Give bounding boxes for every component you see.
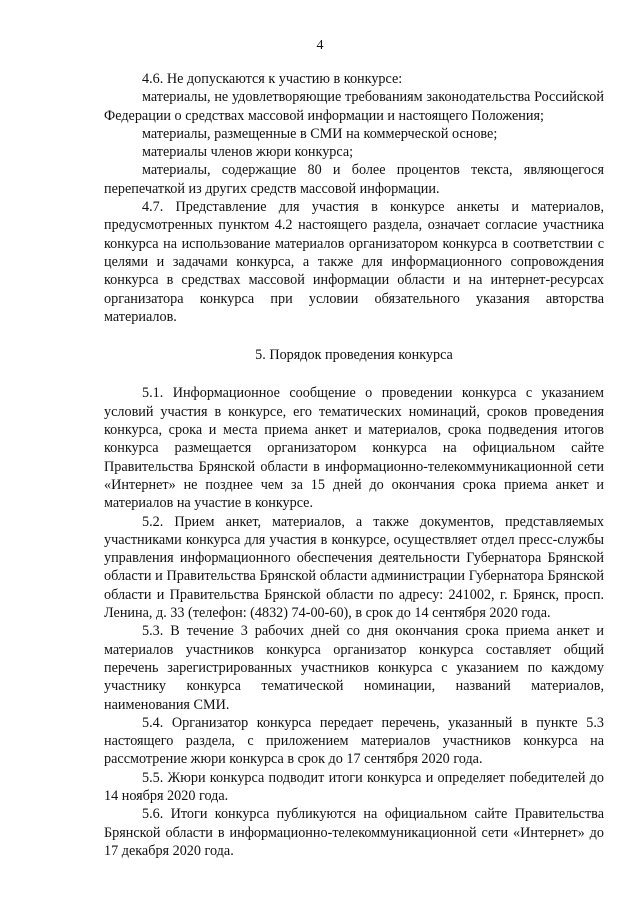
paragraph-4-6: 4.6. Не допускаются к участию в конкурсе: [142,71,403,87]
paragraph-5-3: 5.3. В течение 3 рабочих дней со дня окончания срока приема анкет и материалов участников конкурса организатор конкурса составляет общий перечень зарегистрированных участников конкурса с указанием по каждому участнику конкурса тематической номинации, названий материалов, наименования СМИ. [104,623,604,713]
paragraph-4-6-item-2: материалы, размещенные в СМИ на коммерческой основе; [142,125,498,142]
paragraph-5-4: 5.4. Организатор конкурса передает перечень, указанный в пункте 5.3 настоящего раздела, с приложением материалов участников конкурса на рассмотрение жюри конкурса в срок до 17 сентября 2020 года. [104,714,604,768]
paragraph-4-6-item-3: материалы членов жюри конкурса; [142,144,354,161]
paragraph-5-6: 5.6. Итоги конкурса публикуются на официальном сайте Правительства Брянской области в информационно-телекоммуникационной сети «Интернет» до 17 декабря 2020 года. [104,806,604,859]
document-body [104,70,604,860]
paragraph-5-5: 5.5. Жюри конкурса подводит итоги конкурса и определяет победителей до 14 ноября 2020 года. [104,769,604,804]
paragraph-5-2: 5.2. Прием анкет, материалов, а также документов, представляемых участниками конкурса для участия в конкурсе, осуществляет отдел пресс-службы управления информационного обеспечения деятельности Губернатора Брянской области и Правительства Брянской области администрации Губернатора Брянской области и Правительства Брянской области по адресу: 241002, г. Брянск, просп. Ленина, д. 33 (телефон: (4832) 74-00-60), в срок до 14 сентября 2020 года. [104,513,604,622]
paragraph-5-1: 5.1. Информационное сообщение о проведении конкурса с указанием условий участия в конкурсе, его тематических номинаций, сроков проведения конкурса, срока и места приема анкет и материалов, срока подведения итогов конкурса размещается организатором конкурса на официальном сайте Правительства Брянской области в информационно-телекоммуникационной сети «Интернет» не позднее чем за 15 дней до окончания срока приема анкет и материалов на участие в конкурсе. [104,385,604,512]
section-heading: 5. Порядок проведения конкурса [255,347,453,364]
page-number: 4 [316,38,324,53]
paragraph-4-6-item-1: материалы, не удовлетворяющие требованиям законодательства Российской Федерации о средствах массовой информации и настоящего Положения; [104,89,604,124]
paragraph-4-7: 4.7. Представление для участия в конкурсе анкеты и материалов, предусмотренных пунктом 4.2 настоящего раздела, означает согласие участника конкурса на использование материалов организатором конкурса в соответствии с целями и задачами конкурса, а также для информационного сопровождения конкурса в средствах массовой информации области и на интернет-ресурсах организатора конкурса при условии обязательного указания авторства материалов. [104,199,604,325]
paragraph-4-6-item-4: материалы, содержащие 80 и более процентов текста, являющегося перепечаткой из других средств массовой информации. [104,162,604,197]
